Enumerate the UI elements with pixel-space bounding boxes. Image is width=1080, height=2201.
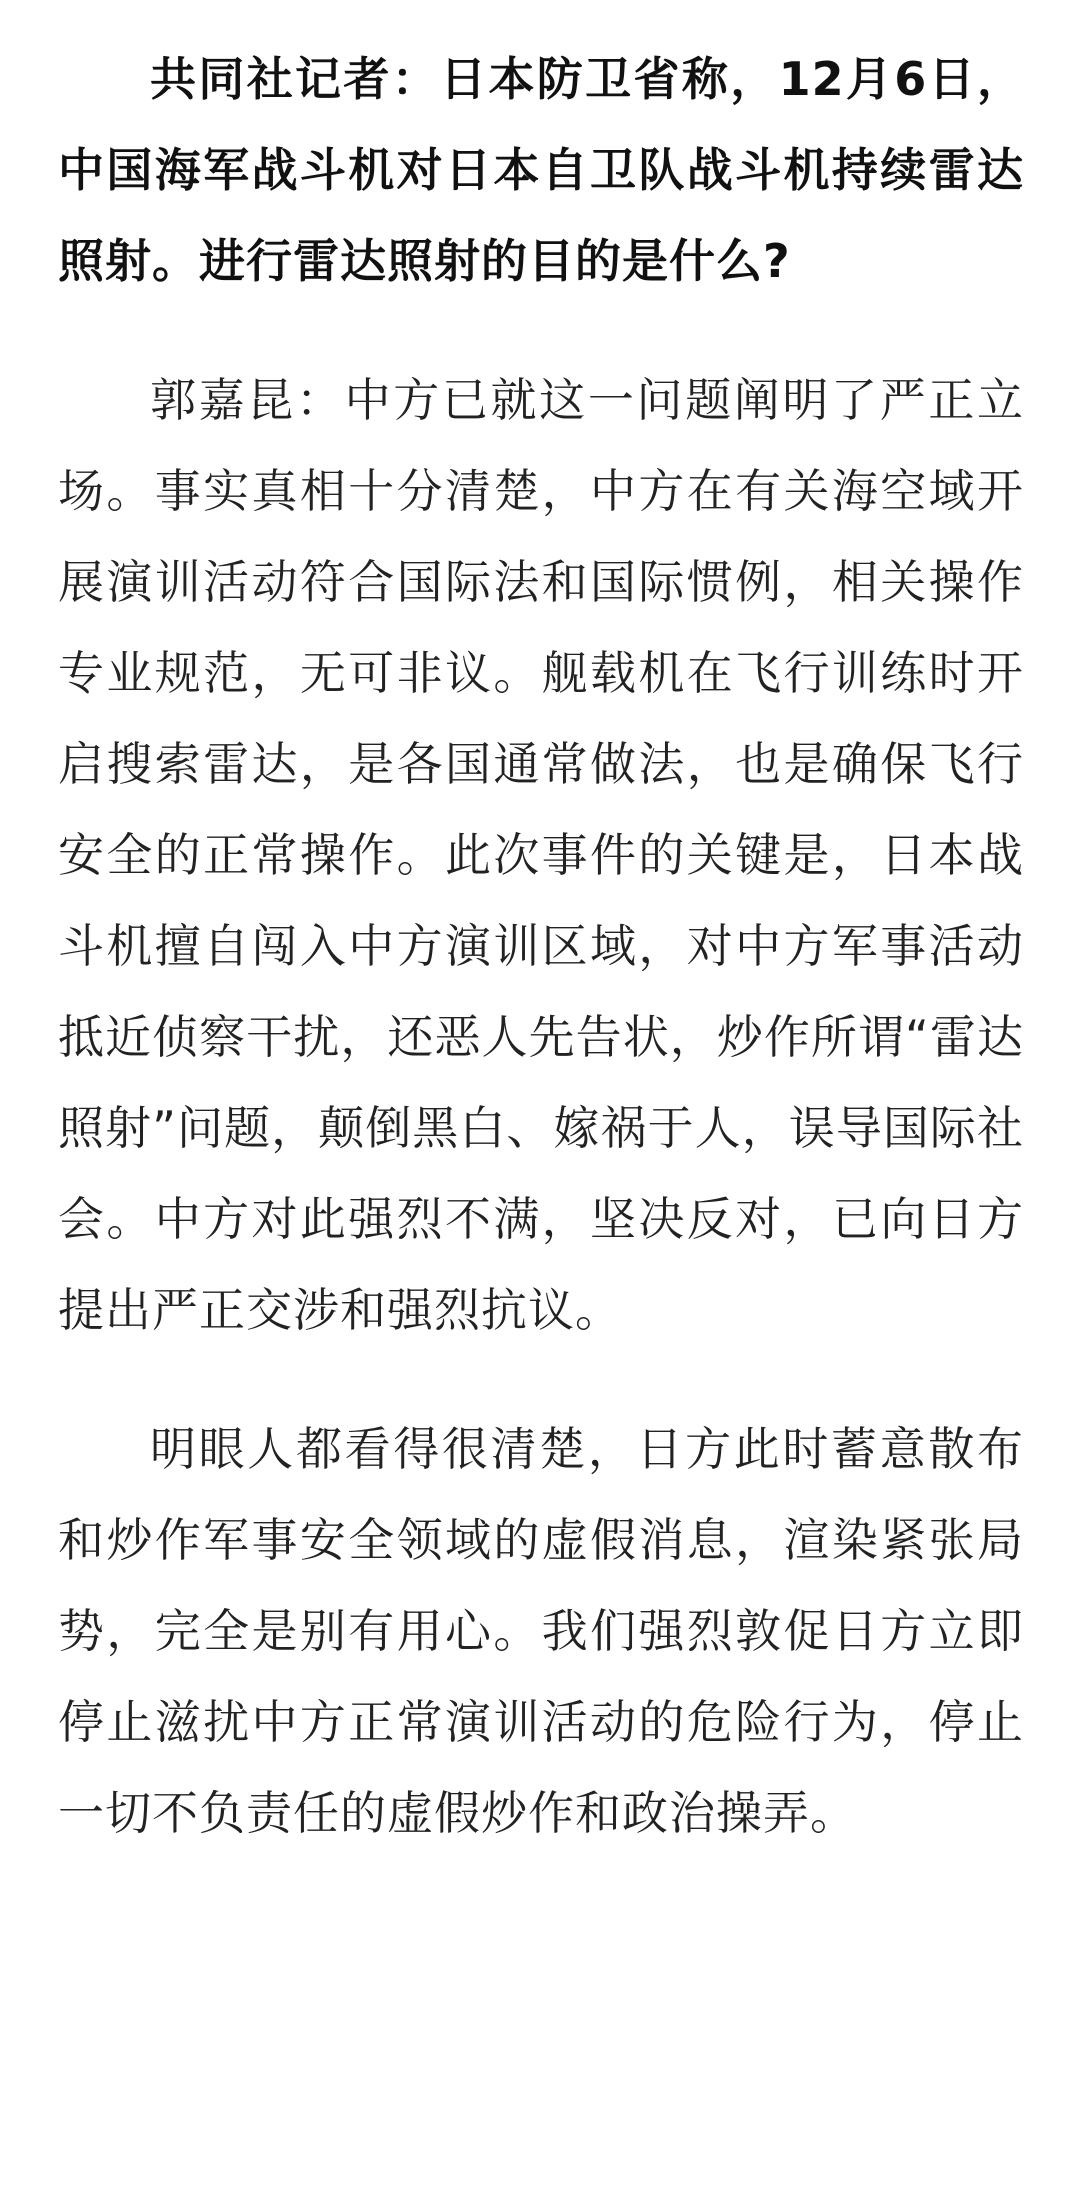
paragraph-gap <box>58 1356 1024 1404</box>
spokesperson-answer-paragraph-1: 郭嘉昆：中方已就这一问题阐明了严正立场。事实真相十分清楚，中方在有关海空域开展演训活动符合国际法和国际惯例，相关操作专业规范，无可非议。舰载机在飞行训练时开启搜索雷达，是各国通常做法，也是确保飞行安全的正常操作。此次事件的关键是，日本战斗机擅自闯入中方演训区域，对中方军事活动抵近侦察干扰，还恶人先告状，炒作所谓“雷达照射”问题，颠倒黑白、嫁祸于人，误导国际社会。中方对此强烈不满，坚决反对，已向日方提出严正交涉和强烈抗议。 <box>58 373 1024 1337</box>
article-body <box>58 34 1024 1859</box>
paragraph-gap <box>58 307 1024 355</box>
spokesperson-answer-paragraph-2: 明眼人都看得很清楚，日方此时蓄意散布和炒作军事安全领域的虚假消息，渲染紧张局势，完全是别有用心。我们强烈敦促日方立即停止滋扰中方正常演训活动的危险行为，停止一切不负责任的虚假炒作和政治操弄。 <box>58 1422 1024 1840</box>
reporter-question: 共同社记者：日本防卫省称，12月6日，中国海军战斗机对日本自卫队战斗机持续雷达照射。进行雷达照射的目的是什么? <box>58 52 1024 288</box>
